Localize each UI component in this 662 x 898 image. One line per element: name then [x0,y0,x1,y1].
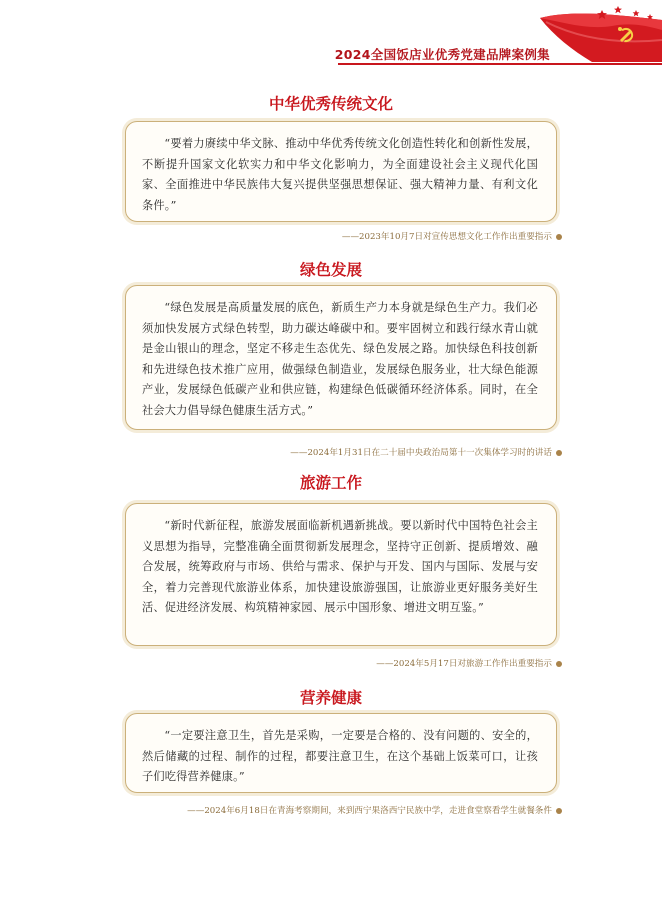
quote-text: “一定要注意卫生，首先是采购，一定要是合格的、没有问题的、安全的，然后储藏的过程、制作的过程，都要注意卫生，在这个基础上饭菜可口，让孩子们吃得营养健康。” [142,729,538,784]
bullet-dot-icon [556,234,562,240]
section-title-nutrition-health: 营养健康 [299,689,362,707]
quote-card-tourism [125,503,557,646]
header-divider [338,63,662,65]
quote-card-traditional-culture [125,121,557,222]
section-title-tourism: 旅游工作 [299,474,362,492]
header-title: 2024全国饭店业优秀党建品牌案例集 [334,47,550,62]
bullet-dot-icon [556,661,562,667]
bullet-dot-icon [556,808,562,814]
section-title-traditional-culture: 中华优秀传统文化 [268,95,393,113]
source-text: ——2024年6月18日在青海考察期间，来到西宁果洛西宁民族中学，走进食堂察看学生就餐条件 [187,806,552,816]
quote-source [290,446,562,458]
source-text: ——2023年10月7日对宣传思想文化工作作出重要指示 [341,232,552,242]
quote-card-green-development [125,285,557,430]
quote-source [342,230,562,242]
bullet-dot-icon [556,450,562,456]
section-title-green-development: 绿色发展 [299,261,362,279]
quote-source [376,657,562,669]
quote-text: “绿色发展是高质量发展的底色，新质生产力本身就是绿色生产力。我们必须加快发展方式绿色转型，助力碳达峰碳中和。要牢固树立和践行绿水青山就是金山银山的理念，坚定不移走生态优先、绿色发展之路。加快绿色科技创新和先进绿色技术推广应用，做强绿色制造业，发展绿色服务业，壮大绿色能源产业，发展绿色低碳产业和供应链，构建绿色低碳循环经济体系。同时，在全社会大力倡导绿色健康生活方式。” [142,301,538,417]
quote-text: “新时代新征程，旅游发展面临新机遇新挑战。要以新时代中国特色社会主义思想为指导，完整准确全面贯彻新发展理念，坚持守正创新、提质增效、融合发展，统筹政府与市场、供给与需求、保护与开发、国内与国际、发展与安全，着力完善现代旅游业体系，加快建设旅游强国，让旅游业更好服务美好生活、促进经济发展、构筑精神家园、展示中国形象、增进文明互鉴。” [142,519,538,615]
source-text: ——2024年1月31日在二十届中央政治局第十一次集体学习时的讲话 [290,448,552,458]
quote-source [187,804,562,816]
source-text: ——2024年5月17日对旅游工作作出重要指示 [376,659,552,669]
page-header [0,0,662,62]
quote-text: “要着力赓续中华文脉、推动中华优秀传统文化创造性转化和创新性发展，不断提升国家文化软实力和中华文化影响力，为全面建设社会主义现代化国家、全面推进中华民族伟大复兴提供坚强思想保证、强大精神力量、有利文化条件。” [142,137,538,212]
party-flag-icon [532,0,662,62]
quote-card-nutrition-health [125,713,557,793]
